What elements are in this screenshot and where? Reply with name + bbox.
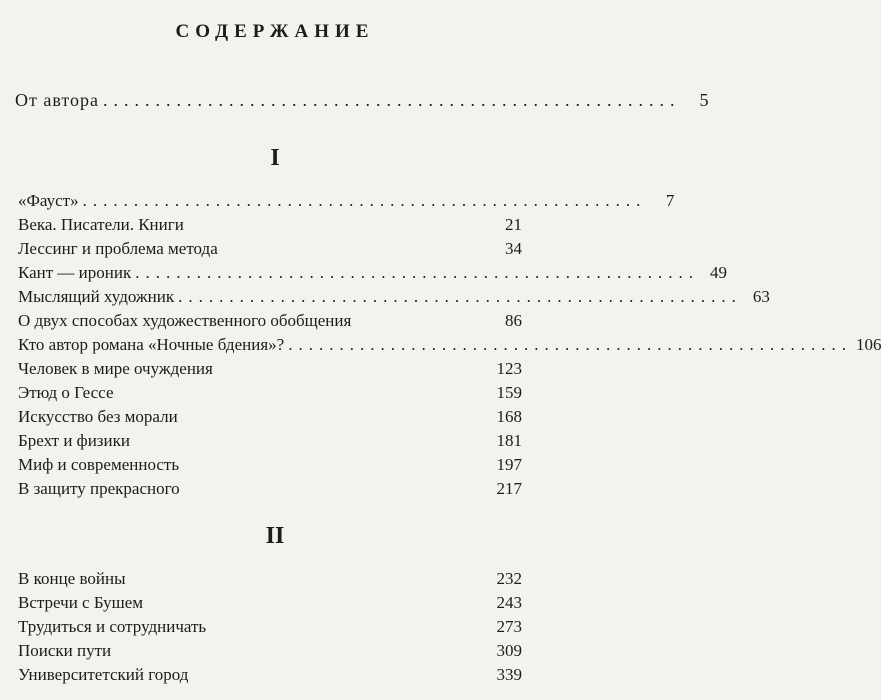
toc-entry-page: 5 xyxy=(699,90,709,110)
toc-entry-page: 159 xyxy=(496,383,522,402)
toc-entry[interactable] xyxy=(18,591,522,615)
toc-entry[interactable] xyxy=(18,615,522,639)
toc-entry[interactable] xyxy=(18,429,522,453)
toc-entry[interactable] xyxy=(18,567,522,591)
toc-entry-page: 21 xyxy=(505,215,522,234)
dot-leader: ....................................................... xyxy=(135,263,699,282)
section-mark-1: I xyxy=(270,145,280,171)
toc-entry[interactable] xyxy=(18,189,675,213)
toc-entry-page: 232 xyxy=(496,569,522,588)
page-title: СОДЕРЖАНИЕ xyxy=(175,21,375,42)
toc-entry[interactable] xyxy=(18,453,522,477)
dot-leader: ....................................................... xyxy=(82,191,647,210)
section-mark-2: II xyxy=(265,523,285,549)
toc-entry[interactable] xyxy=(18,261,727,285)
toc-entry[interactable] xyxy=(18,309,522,333)
toc-entry-page: 7 xyxy=(665,191,675,210)
toc-entry-label: Кант — ироник xyxy=(18,263,132,282)
toc-entry-label: Встречи с Бушем xyxy=(18,593,144,612)
toc-entry[interactable] xyxy=(18,381,522,405)
toc-entry[interactable] xyxy=(18,663,522,687)
toc-entry-label: Миф и современность xyxy=(18,455,180,474)
dot-leader: ....................................................... xyxy=(178,287,742,306)
toc-entry-page: 309 xyxy=(496,641,522,660)
toc-entry-page: 181 xyxy=(496,431,522,450)
dot-leader: ....................................................... xyxy=(103,90,681,110)
toc-entry-label: Лессинг и проблема метода xyxy=(18,239,218,258)
toc-entry-page: 123 xyxy=(496,359,522,378)
toc-entry[interactable] xyxy=(18,639,522,663)
toc-entry[interactable] xyxy=(18,477,522,501)
toc-entry-label: «Фауст» xyxy=(18,191,79,210)
toc-entry-page: 63 xyxy=(752,287,770,306)
toc-entry-page: 197 xyxy=(496,455,522,474)
toc-entry[interactable] xyxy=(18,213,522,237)
toc-entry-page: 217 xyxy=(496,479,522,498)
toc-entry-page: 34 xyxy=(505,239,522,258)
toc-entry-page: 243 xyxy=(496,593,522,612)
toc-entry[interactable] xyxy=(18,357,522,381)
toc-entry-page: 49 xyxy=(710,263,727,282)
toc-entry-page: 106 xyxy=(855,335,881,354)
toc-entry-page: 168 xyxy=(496,407,522,426)
toc-entry-label: О двух способах художественного обобщения xyxy=(18,311,352,330)
toc-entry-label: Искусство без морали xyxy=(18,407,178,426)
toc-entry-label: Этюд о Гессе xyxy=(18,383,114,402)
toc-entry-page: 273 xyxy=(496,617,522,636)
toc-entry[interactable] xyxy=(18,237,522,261)
toc-entry-page: 86 xyxy=(505,311,522,330)
toc-entry-label: Поиски пути xyxy=(18,641,112,660)
toc-entry[interactable] xyxy=(18,333,881,357)
toc-entry-label: Кто автор романа «Ночные бдения»? xyxy=(18,335,285,354)
toc-entry-label: В конце войны xyxy=(18,569,126,588)
toc-entry-label: Университетский город xyxy=(18,665,189,684)
dot-leader: ....................................................... xyxy=(288,335,852,354)
toc-entry-label: Человек в мире очуждения xyxy=(18,359,213,378)
toc-entry-intro[interactable] xyxy=(15,88,709,112)
toc-entry-label: Брехт и физики xyxy=(18,431,130,450)
toc-entry-label: Мыслящий художник xyxy=(18,287,175,306)
toc-entry-label: Трудиться и сотрудничать xyxy=(18,617,207,636)
toc-entry-label: Века. Писатели. Книги xyxy=(18,215,184,234)
toc-entry[interactable] xyxy=(18,285,770,309)
toc-entry[interactable] xyxy=(18,405,522,429)
toc-entry-label: От автора xyxy=(15,90,100,110)
toc-entry-page: 339 xyxy=(496,665,522,684)
toc-entry-label: В защиту прекрасного xyxy=(18,479,180,498)
